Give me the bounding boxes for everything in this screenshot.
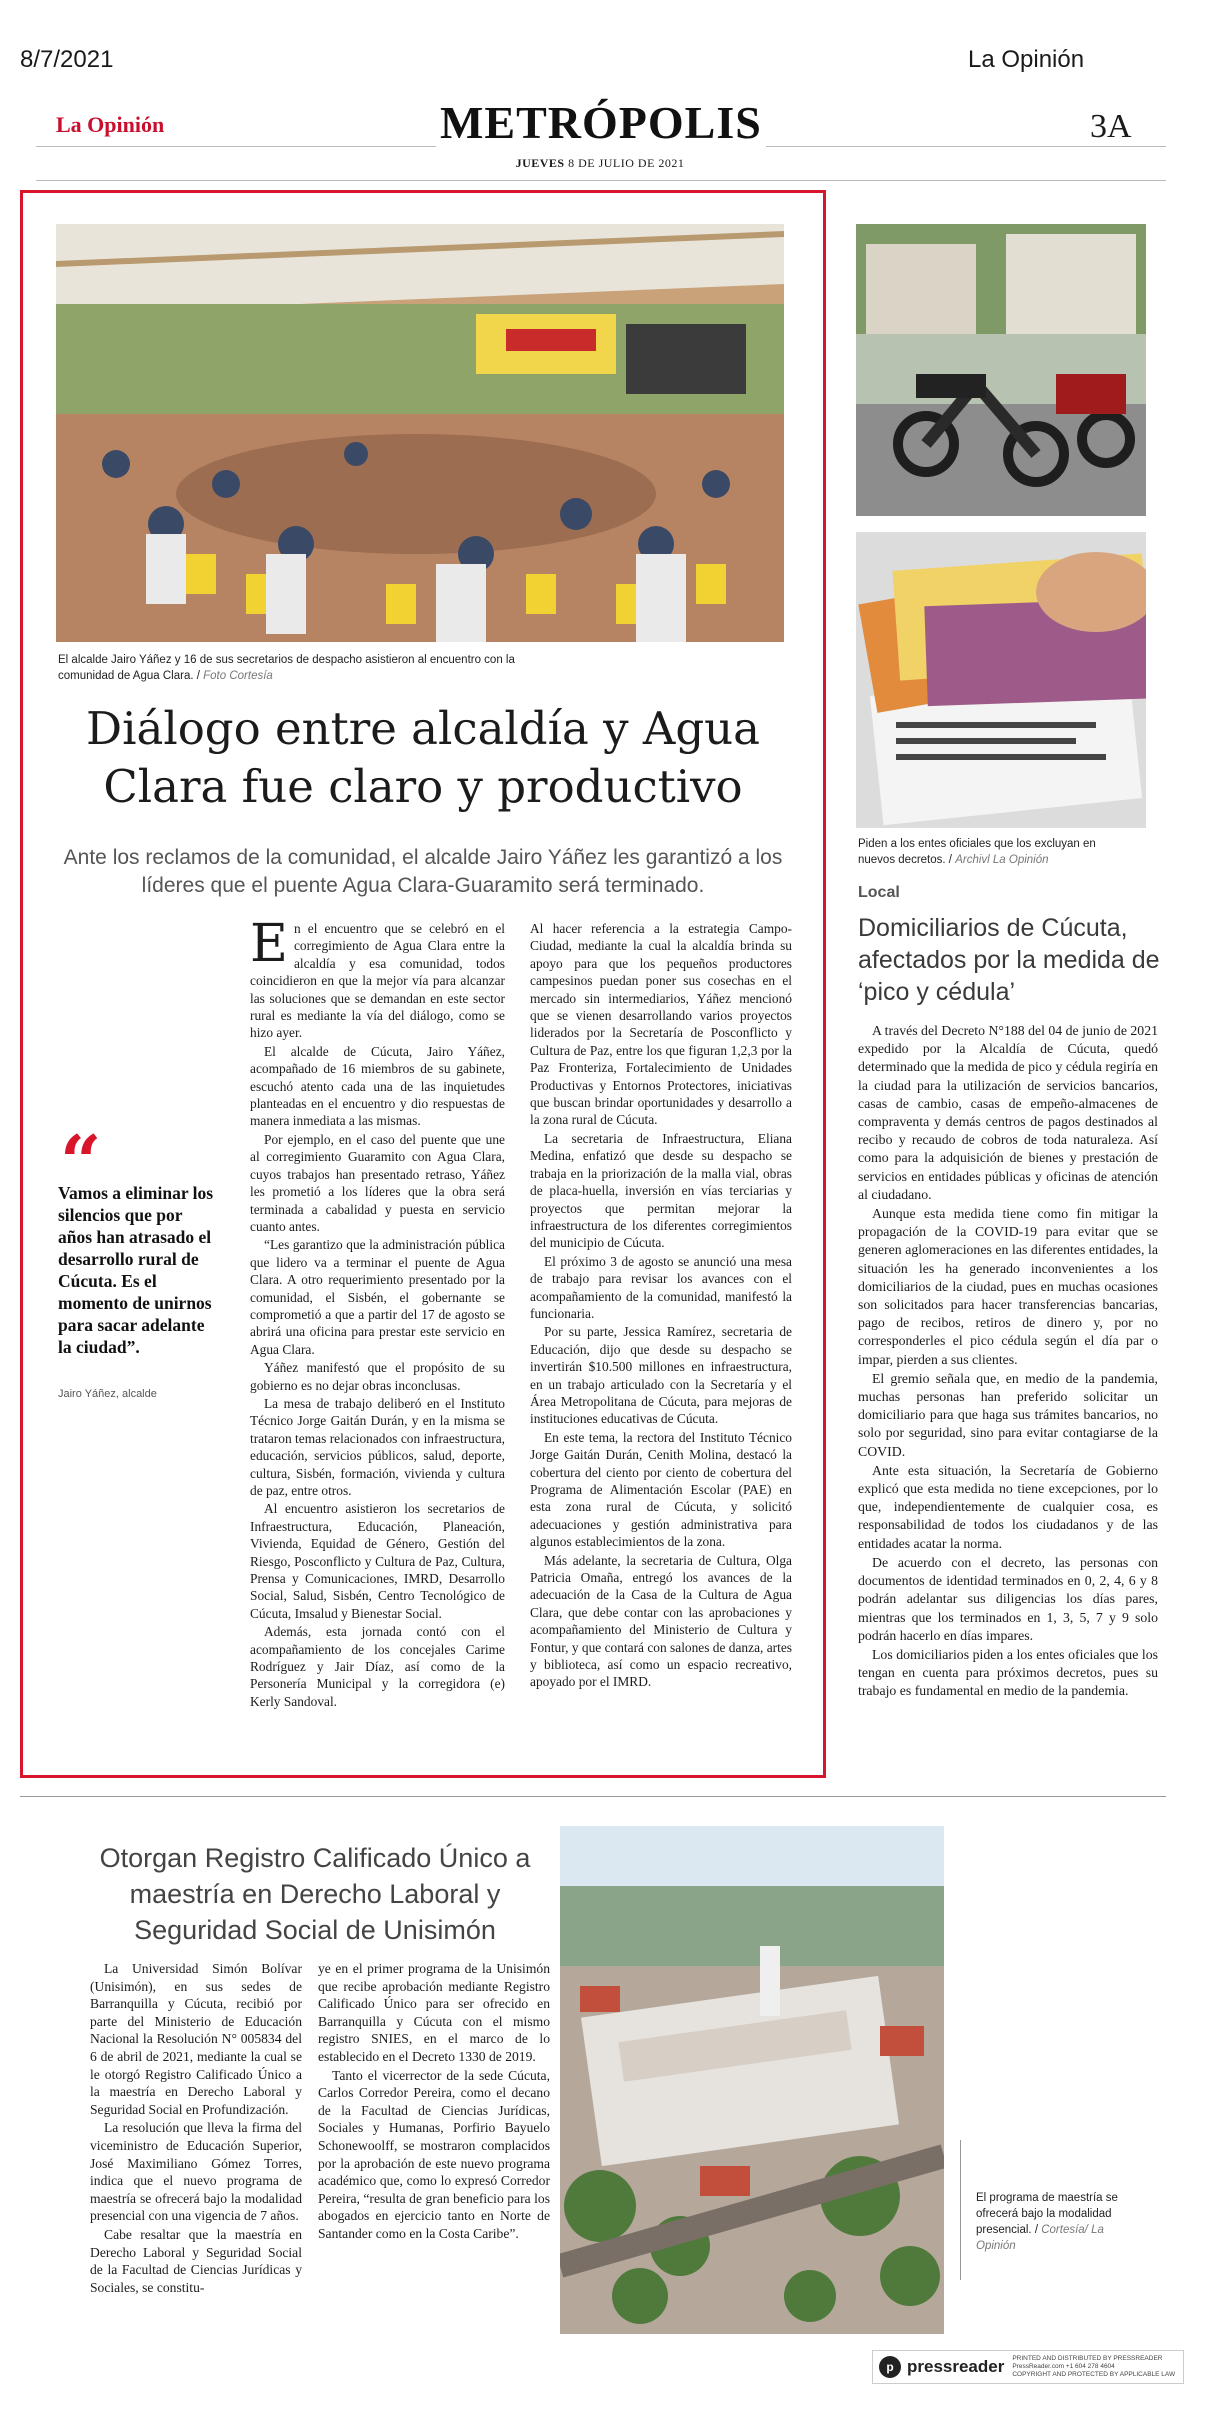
- side-photo-banknotes: [856, 532, 1146, 828]
- pull-quote-credit: Jairo Yáñez, alcalde: [58, 1388, 157, 1400]
- paragraph: Yáñez manifestó que el propósito de su gobierno es no dejar obras inconclusas.: [250, 1360, 505, 1393]
- issue-weekday: JUEVES: [515, 156, 565, 170]
- paragraph: La Universidad Simón Bolívar (Unisimón), en sus sedes de Barranquilla y Cúcuta, recibió por parte del Ministerio de Educación Nacional la Resolución N° 005834 del 6 de abril de 2021, mediante la cual se le otorgó Registro Calificado Único a la maestría en Derecho Laboral y Seguridad Social en Profundización.: [90, 1961, 302, 2117]
- main-photo-credit: Foto Cortesía: [203, 670, 273, 682]
- pull-quote: Vamos a eliminar los silencios que por años han atrasado el desarrollo rural de Cúcuta. Es el momento de unirnos para sacar adelante la ciudad”.: [58, 1183, 214, 1357]
- pressreader-logo-text: pressreader: [907, 2357, 1005, 2376]
- pressreader-icon: p: [879, 2356, 901, 2378]
- drop-cap: E: [250, 914, 288, 974]
- main-story-column-2: [530, 920, 792, 1692]
- masthead-rule-right: [766, 146, 1166, 147]
- paragraph: El alcalde de Cúcuta, Jairo Yáñez, acompañado de 16 miembros de su gabinete, escuchó atento cada una de las inquietudes planteadas en el encuentro y dio respuestas de manera inmediata a las mismas.: [250, 1043, 505, 1129]
- paragraph: ye en el primer programa de la Unisimón que recibe aprobación mediante Registro Calificado Único para ser ofrecido en Barranquilla y Cúcuta con el mismo registro SNIES, en el marco de lo establecido en el Decreto 1330 de 2019.: [318, 1961, 550, 2064]
- side-photo-motorcycles: [856, 224, 1146, 516]
- masthead-rule-left: [36, 146, 436, 147]
- paragraph: Por su parte, Jessica Ramírez, secretaria de Educación, dijo que desde su despacho se invertirán $10.500 millones en infraestructura, en un trabajo articulado con la Secretaría y el Área Metropolitana de Cúcuta, para mejoras de instituciones educativas de Cúcuta.: [530, 1324, 792, 1427]
- paragraph: Tanto el vicerrector de la sede Cúcuta, Carlos Corredor Pereira, como el decano de la Facultad de Ciencias Jurídicas, Sociales y Humanas, Porfirio Bayuelo Schonewoolff, se mostraron complacidos por la aprobación de este nuevo programa académico que, como lo expresó Corredor Pereira, “resulta de gran beneficio para los abogados en ejercicio tanto en Norte de Santander como en la Costa Caribe”.: [318, 2067, 550, 2241]
- issue-date: [440, 156, 760, 171]
- paragraph: Los domiciliarios piden a los entes oficiales que los tengan en cuenta para próximos decretos, pues su trabajo es fundamental en medio de la pandemia.: [858, 1646, 1158, 1699]
- caption-divider: [960, 2140, 961, 2280]
- campus-photo-caption: El programa de maestría se ofrecerá bajo la modalidad presencial. / Cortesía/ La Opinión: [976, 2192, 1118, 2252]
- main-photo-caption: El alcalde Jairo Yáñez y 16 de sus secretarios de despacho asistieron al encuentro con la comunidad de Agua Clara. / Foto Cortesía: [58, 654, 515, 682]
- main-headline: Diálogo entre alcaldía y Agua Clara fue claro y productivo: [86, 702, 760, 813]
- pressreader-footer: [872, 2350, 1184, 2384]
- side-story-body: [858, 1022, 1158, 1702]
- paragraph: Al hacer referencia a la estrategia Campo-Ciudad, mediante la cual la alcaldía brinda su apoyo para que los pequeños productores campesinos puedan poner sus cosechas en el mercado sin intermediarios, Yáñez mencionó que se vienen desarrollando varios proyectos liderados por la Secretaría de Posconflicto y Cultura de Paz, entre los que figuran 1,2,3 por la Paz Fronteriza, Fortalecimiento de Unidades Productivas y Entornos Protectores, iniciativas que buscan brindar oportunidades y desarrollo a la zona rural de Cúcuta.: [530, 921, 792, 1128]
- masthead-bottom-rule: [36, 180, 1166, 181]
- paragraph: Por ejemplo, en el caso del puente que une al corregimiento Guaramito con Agua Clara, cuyos trabajos han presentado retraso, Yáñez les prometió a los líderes que la obra será terminada a cabalidad y puesta en servicio cuanto antes.: [250, 1131, 505, 1234]
- paragraph: Más adelante, la secretaria de Cultura, Olga Patricia Omaña, entregó los avances de la adecuación de la Casa de la Cultura de Agua Clara, que debe contar con las aprobaciones y acompañamiento del Ministerio de Cultura y Fontur, y que contará con salones de danza, artes y biblioteca, así como un espacio recreativo, apoyado por el IMRD.: [530, 1552, 792, 1690]
- pressreader-fine-print: PRINTED AND DISTRIBUTED BY PRESSREADER PressReader.com +1 604 278 4604 COPYRIGHT AND PROTECTED BY APPLICABLE LAW: [1012, 2355, 1176, 2378]
- paragraph: A través del Decreto N°188 del 04 de junio de 2021 expedido por la Alcaldía de Cúcuta, quedó determinado que la medida de pico y cédula regiría en la ciudad para la utilización de servicios bancarios, casas de cambio, casas de empeño-almacenes de compraventa y demás centros de pagos destinados al recibo y recaudo de cobros de toda naturaleza. Así como para la adquisición de bienes y prestación de servicios en entidades públicas y oficinas de atención al ciudadano.: [858, 1023, 1158, 1202]
- side-photo-credit: Archivl La Opinión: [955, 854, 1049, 866]
- side-story-kicker: Local: [858, 884, 900, 901]
- paragraph: De acuerdo con el decreto, las personas con documentos de identidad terminados en 0, 2, 4, 6 y 8 podrán adelantar sus diligencias los días pares, mientras que los terminados en 1, 3, 5, 7 y 9 solo podrán hacerlo en días impares.: [858, 1554, 1158, 1643]
- section-separator: [20, 1796, 1166, 1797]
- paragraph: Cabe resaltar que la maestría en Derecho Laboral y Seguridad Social de la Facultad de Ciencias Jurídicas y Sociales, se constitu-: [90, 2226, 302, 2295]
- issue-date-text: 8 DE JULIO DE 2021: [568, 156, 685, 170]
- paragraph: Aunque esta medida tiene como fin mitigar la propagación de la COVID-19 para evitar que se generen aglomeraciones en las diferentes entidades, la situación les ha generado inconvenientes a los domiciliarios de la ciudad, pues en muchas ocasiones son solicitados para hacer transferencias bancarias, pago de recibos, retiros de dinero y, por no corresponderles el pico cédula según el día par o impar, pierden a sus clientes.: [858, 1206, 1158, 1367]
- paragraph: El próximo 3 de agosto se anunció una mesa de trabajo para revisar los avances con el acompañamiento de la comunidad, manifestó la funcionaria.: [530, 1253, 792, 1321]
- paragraph: Además, esta jornada contó con el acompañamiento de los concejales Carime Rodríguez y Jair Díaz, así como de la Personería Municipal y la corregidora (e) Kerly Sandoval.: [250, 1624, 505, 1709]
- quote-mark: “: [60, 1119, 102, 1204]
- paragraph: Ante esta situación, la Secretaría de Gobierno explicó que esta medida no tiene excepciones, por lo que, independientemente de cualquier cosa, es responsabilidad de todos los ciudadanos y de las entidades acatar la norma.: [858, 1462, 1158, 1551]
- print-date: 8/7/2021: [20, 46, 114, 73]
- brand-logo: La Opinión: [56, 112, 165, 137]
- main-subhead: Ante los reclamos de la comunidad, el alcalde Jairo Yáñez les garantizó a los líderes que el puente Agua Clara-Guaramito será terminado.: [63, 846, 783, 897]
- paragraph: Al encuentro asistieron los secretarios de Infraestructura, Educación, Planeación, Vivienda, Equidad de Género, Gestión del Riesgo, Posconflicto y Cultura de Paz, Cultura, Prensa y Comunicaciones, IMRD, Desarrollo Social, Salud, Sisbén, Centro Tecnológico de Cúcuta, Imsalud y Bienestar Social.: [250, 1501, 505, 1621]
- side-story-title: Domiciliarios de Cúcuta, afectados por la medida de ‘pico y cédula’: [858, 914, 1160, 1006]
- paragraph: La secretaria de Infraestructura, Eliana Medina, enfatizó que desde su despacho se trabaja en la priorización de la malla vial, obras de placa-huella, inversión en vías terciarias y proyectos que permitan mejorar la infraestructura de los diferentes corregimientos del municipio de Cúcuta.: [530, 1130, 792, 1251]
- campus-photo-credit: Cortesía/ La Opinión: [976, 2224, 1104, 2252]
- main-story-column-1: En el encuentro que se celebró en el corregimiento de Agua Clara entre la alcaldía y esa comunidad, todos coincidieron en que la mejor vía para alcanzar las soluciones que se demandan en este sector rural es mediante la vía del diálogo, como se hizo ayer. El alcalde de Cúcuta, Jairo Yáñez, acompañado de 16 miembros de su gabinete, escuchó atento cada una de las inquietudes planteadas en el encuentro y dio respuestas de manera inmediata a las mismas. Por ejemplo, en el caso del puente que une al corregimiento Guaramito con Agua Clara, cuyos trabajos han presentado retraso, Yáñez les prometió a los líderes que la obra será terminada a cabalidad y puesta en servicio cuanto antes. “Les garantizo que la administración pública que lidero va a terminar el puente de Agua Clara. A otro requerimiento presentado por la comunidad, el Sisbén, el gobernante se comprometió a que a partir del 17 de agosto se abrirá una oficina para prestar este servicio en Agua Clara. Yáñez manifestó que el propósito de su gobierno es no dejar obras inconclusas. La mesa de trabajo deliberó en el Instituto Técnico Jorge Gaitán Durán, y en la misma se trataron temas relacionados con infraestructura, educación, servicios públicos, salud, deporte, cultura, Sisbén, formación, vivienda y cultura de paz, entre otros. Al encuentro asistieron los secretarios de Infraestructura, Educación, Planeación, Vivienda, Equidad de Género, Gestión del Riesgo, Posconflicto y Cultura de Paz, Cultura, Prensa y Comunicaciones, IMRD, Desarrollo Social, Salud, Sisbén, Centro Tecnológico de Cúcuta, Imsalud y Bienestar Social. Además, esta jornada contó con el acompañamiento de los concejales Carime Rodríguez y Jair Díaz, así como de la Personería Municipal y la corregidora (e) Kerly Sandoval.: [250, 914, 505, 1709]
- lower-story-column-2: [318, 1960, 550, 2244]
- page-number: 3A: [1090, 108, 1132, 145]
- paragraph: “Les garantizo que la administración pública que lidero va a terminar el puente de Agua Clara. A otro requerimiento presentado por la comunidad, el Sisbén, el gobernante se comprometió a que a partir del 17 de agosto se abrirá una oficina para prestar este servicio en Agua Clara.: [250, 1237, 505, 1357]
- paragraph: En este tema, la rectora del Instituto Técnico Jorge Gaitán Durán, Cenith Molina, destacó la cobertura del ciento por ciento de cobertura del Programa de Alimentación Escolar (PAE) en esta zona rural de Cúcuta, y solicitó adecuaciones y gestión administrativa para algunos establecimientos de la zona.: [530, 1429, 792, 1550]
- paragraph: La mesa de trabajo deliberó en el Instituto Técnico Jorge Gaitán Durán, y en la misma se trataron temas relacionados con infraestructura, educación, servicios públicos, salud, deporte, cultura, Sisbén, formación, vivienda y cultura de paz, entre otros.: [250, 1395, 505, 1498]
- lower-story-title: Otorgan Registro Calificado Único a maestría en Derecho Laboral y Seguridad Social de Unisimón: [99, 1843, 531, 1945]
- campus-aerial-photo: [560, 1826, 944, 2334]
- main-story-photo: [56, 224, 784, 642]
- paragraph: La resolución que lleva la firma del viceministro de Educación Superior, José Maximiliano Gómez Torres, indica que el nuevo programa de maestría se ofrecerá bajo la modalidad presencial con una vigencia de 7 años.: [90, 2120, 302, 2224]
- paragraph: El gremio señala que, en medio de la pandemia, muchas personas han preferido solicitar un domiciliario para que haga sus trámites bancarios, no solo por seguridad, sino para evitar contagiarse de la COVID.: [858, 1370, 1158, 1459]
- lower-story-column-1: [90, 1960, 302, 2297]
- side-photo-caption: Piden a los entes oficiales que los excluyan en nuevos decretos. / Archivl La Opinión: [858, 838, 1096, 866]
- section-title: METRÓPOLIS: [440, 97, 762, 148]
- print-source: La Opinión: [968, 46, 1085, 73]
